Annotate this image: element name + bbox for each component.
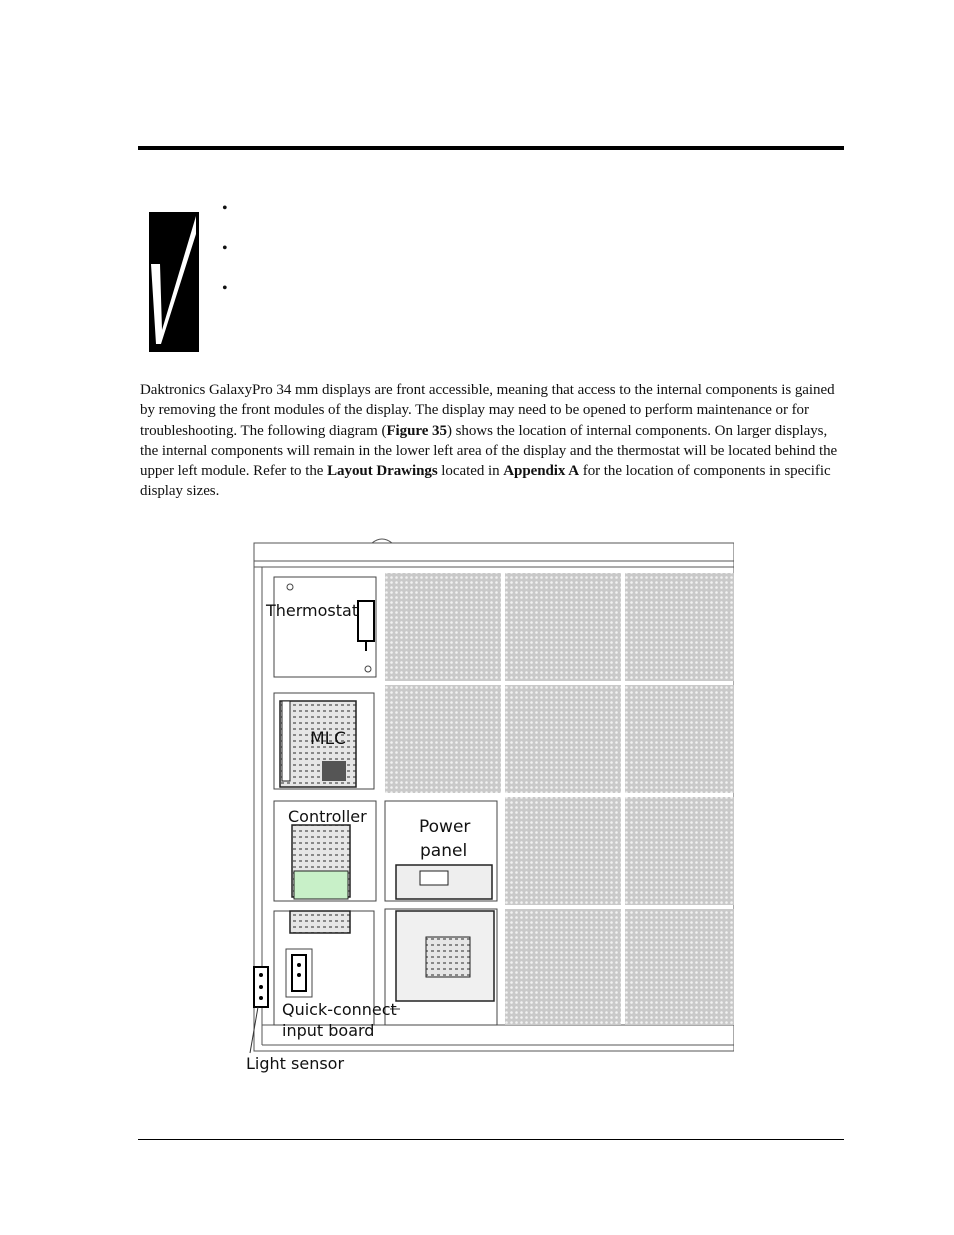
power-supply-component bbox=[385, 909, 497, 1025]
controller-label: Controller bbox=[288, 807, 367, 826]
light-sensor-label: Light sensor bbox=[246, 1054, 345, 1073]
quick-connect-label-line2: input board bbox=[282, 1021, 375, 1040]
checkmark-icon bbox=[149, 212, 199, 352]
internal-components-diagram bbox=[244, 535, 734, 1080]
thermostat-label: Thermostat bbox=[266, 601, 359, 620]
body-paragraph: Daktronics GalaxyPro 34 mm displays are front accessible, meaning that access to the internal components is gained by removing the front modules of the display. The display may need to be opened to perform maintenance or for troubleshooting. The following diagram (Figure 35) shows the location of internal components. On larger displays, the internal components will remain in the lower left area of the display and the thermostat will be located behind the upper left module. Refer to the Layout Drawings located in Appendix A for the location of components in specific display sizes. bbox=[140, 382, 838, 500]
mlc-label: MLC bbox=[310, 729, 347, 749]
power-panel-label-line2: panel bbox=[420, 841, 468, 861]
figure-reference: Figure 35 bbox=[386, 422, 447, 439]
light-sensor-component bbox=[250, 967, 268, 1053]
power-panel-component bbox=[385, 801, 497, 901]
controller-component bbox=[274, 801, 376, 901]
power-panel-label-line1: Power bbox=[419, 817, 471, 837]
thermostat-component bbox=[265, 577, 376, 677]
appendix-reference: Appendix A bbox=[503, 463, 580, 480]
footer-rule bbox=[138, 1139, 844, 1140]
layout-drawings-reference: Layout Drawings bbox=[327, 463, 438, 480]
quick-connect-label-line1: Quick-connect bbox=[282, 1000, 397, 1019]
header-rule bbox=[138, 146, 844, 150]
mlc-component bbox=[274, 693, 374, 789]
